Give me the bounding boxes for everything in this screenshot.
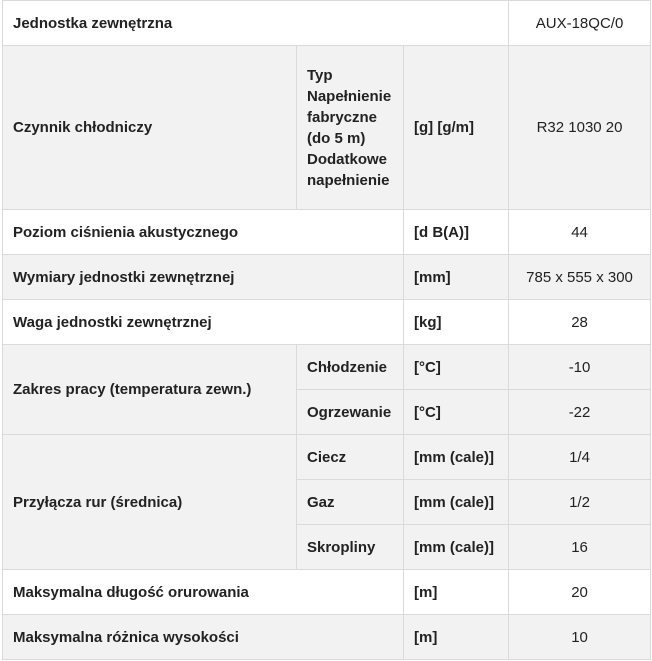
refrigerant-sub-line: (do 5 m) <box>307 129 366 147</box>
weight-label: Waga jednostki zewnętrznej <box>3 300 404 345</box>
liquid-label: Ciecz <box>297 435 404 480</box>
row-noise <box>3 210 651 255</box>
pipe-connections-label: Przyłącza rur (średnica) <box>3 435 297 570</box>
refrigerant-sub-line: napełnienie <box>307 171 390 189</box>
condensate-value: 16 <box>509 525 651 570</box>
max-pipe-length-label: Maksymalna długość orurowania <box>3 570 404 615</box>
cooling-unit: [°C] <box>404 345 509 390</box>
refrigerant-sub-line: Napełnienie <box>307 87 392 105</box>
refrigerant-sub-line: Typ <box>307 66 333 84</box>
refrigerant-value: R32 1030 20 <box>509 46 651 210</box>
condensate-unit: [mm (cale)] <box>404 525 509 570</box>
gas-label: Gaz <box>297 480 404 525</box>
heating-unit: [°C] <box>404 390 509 435</box>
refrigerant-sub-line: Dodatkowe <box>307 150 388 168</box>
weight-unit: [kg] <box>404 300 509 345</box>
heating-label: Ogrzewanie <box>297 390 404 435</box>
gas-value: 1/2 <box>509 480 651 525</box>
max-pipe-length-value: 20 <box>509 570 651 615</box>
row-max-pipe-length <box>3 570 651 615</box>
refrigerant-unit: [g] [g/m] <box>404 46 509 210</box>
liquid-value: 1/4 <box>509 435 651 480</box>
row-refrigerant <box>3 46 651 210</box>
weight-value: 28 <box>509 300 651 345</box>
dimensions-value: 785 x 555 x 300 <box>509 255 651 300</box>
row-dimensions <box>3 255 651 300</box>
condensate-label: Skropliny <box>297 525 404 570</box>
refrigerant-label: Czynnik chłodniczy <box>3 46 297 210</box>
refrigerant-sub-line: fabryczne <box>307 108 378 126</box>
refrigerant-sub-labels <box>297 46 404 210</box>
spec-table <box>2 0 651 660</box>
row-max-height-diff <box>3 615 651 660</box>
row-weight <box>3 300 651 345</box>
outdoor-unit-label: Jednostka zewnętrzna <box>3 1 509 46</box>
max-height-diff-label: Maksymalna różnica wysokości <box>3 615 404 660</box>
outdoor-unit-value: AUX-18QC/0 <box>509 1 651 46</box>
row-outdoor-unit <box>3 1 651 46</box>
max-pipe-length-unit: [m] <box>404 570 509 615</box>
dimensions-label: Wymiary jednostki zewnętrznej <box>3 255 404 300</box>
noise-label: Poziom ciśnienia akustycznego <box>3 210 404 255</box>
liquid-unit: [mm (cale)] <box>404 435 509 480</box>
heating-value: -22 <box>509 390 651 435</box>
max-height-diff-unit: [m] <box>404 615 509 660</box>
gas-unit: [mm (cale)] <box>404 480 509 525</box>
dimensions-unit: [mm] <box>404 255 509 300</box>
operating-range-label: Zakres pracy (temperatura zewn.) <box>3 345 297 435</box>
row-operating-cooling <box>3 345 651 390</box>
cooling-label: Chłodzenie <box>297 345 404 390</box>
noise-unit: [d B(A)] <box>404 210 509 255</box>
cooling-value: -10 <box>509 345 651 390</box>
noise-value: 44 <box>509 210 651 255</box>
max-height-diff-value: 10 <box>509 615 651 660</box>
row-pipe-liquid <box>3 435 651 480</box>
